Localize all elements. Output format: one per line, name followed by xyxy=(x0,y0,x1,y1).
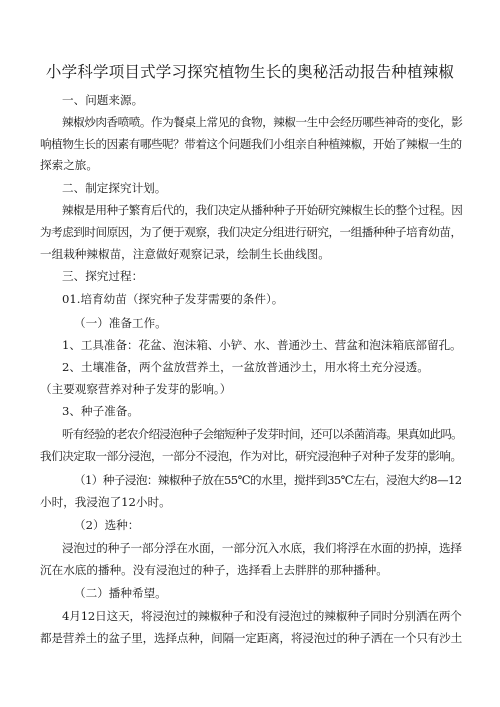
heading-plan: 二、制定探究计划。 xyxy=(62,181,167,195)
paragraph-line: 辣椒是用种子繁育后代的，我们决定从播种种子开始研究辣椒生长的整个过程。因 xyxy=(62,203,463,217)
list-item-tools: 1、工具准备：花盆、泡沫箱、小铲、水、普通沙土、营盆和泡沫箱底部留孔。 xyxy=(62,338,462,352)
list-item-seeds: 3、种子准备。 xyxy=(62,404,139,418)
paragraph-line: 响植物生长的因素有哪些呢？带着这个问题我们小组亲自种植辣椒，开始了辣椒一生的 xyxy=(40,137,462,151)
paragraph-line: 探索之旅。 xyxy=(40,158,98,172)
note-line: （主要观察营养对种子发芽的影响。） xyxy=(40,382,232,396)
list-item-soaking: （1）种子浸泡：辣椒种子放在55℃的水里，搅拌到35℃左右，浸泡大约8—12 xyxy=(74,473,462,487)
heading-problem-source: 一、问题来源。 xyxy=(62,93,144,107)
paragraph-line: 一组栽种辣椒苗，注意做好观察记录，绘制生长曲线图。 xyxy=(40,247,330,261)
subheading-seedlings: 01.培育幼苗（探究种子发芽需要的条件）。 xyxy=(62,292,284,306)
paragraph-line: 我们决定取一部分浸泡，一部分不浸泡，作为对比，研究浸泡种子对种子发芽的影响。 xyxy=(40,449,462,463)
paragraph-line: 4月12日这天，将浸泡过的辣椒种子和没有浸泡过的辣椒种子同时分别洒在两个 xyxy=(62,609,462,623)
list-item-selection: （2）选种： xyxy=(74,518,140,532)
paragraph-line: 听有经验的老农介绍浸泡种子会缩短种子发芽时间，还可以杀菌消毒。果真如此吗。 xyxy=(62,427,462,441)
subheading-sowing: （二）播种希望。 xyxy=(74,586,167,600)
document-title: 小学科学项目式学习探究植物生长的奥秘活动报告种植辣椒 xyxy=(45,63,455,81)
paragraph-line: 沉在水底的播种。没有浸泡过的种子，选择看上去胖胖的那种播种。 xyxy=(40,563,388,577)
paragraph-line: 小时，我浸泡了12小时。 xyxy=(40,495,171,509)
subheading-preparation: （一）准备工作。 xyxy=(74,316,167,330)
paragraph-line: 为考虑到时间原因，为了便于观察，我们决定分组进行研究，一组播种种子培育幼苗， xyxy=(40,225,462,239)
paragraph-line: 浸泡过的种子一部分浮在水面，一部分沉入水底，我们将浮在水面的扔掉，选择 xyxy=(62,541,462,555)
paragraph-line: 都是营养土的盆子里，选择点种，间隔一定距离，将浸泡过的种子洒在一个只有沙土 xyxy=(40,631,462,645)
paragraph-line: 辣椒炒肉香喷喷。作为餐桌上常见的食物，辣椒一生中会经历哪些神奇的变化，影 xyxy=(62,115,463,129)
list-item-soil: 2、土壤准备，两个盆放营养土，一盆放普通沙土，用水将土充分浸透。 xyxy=(62,360,429,374)
heading-process: 三、探究过程： xyxy=(62,269,144,283)
